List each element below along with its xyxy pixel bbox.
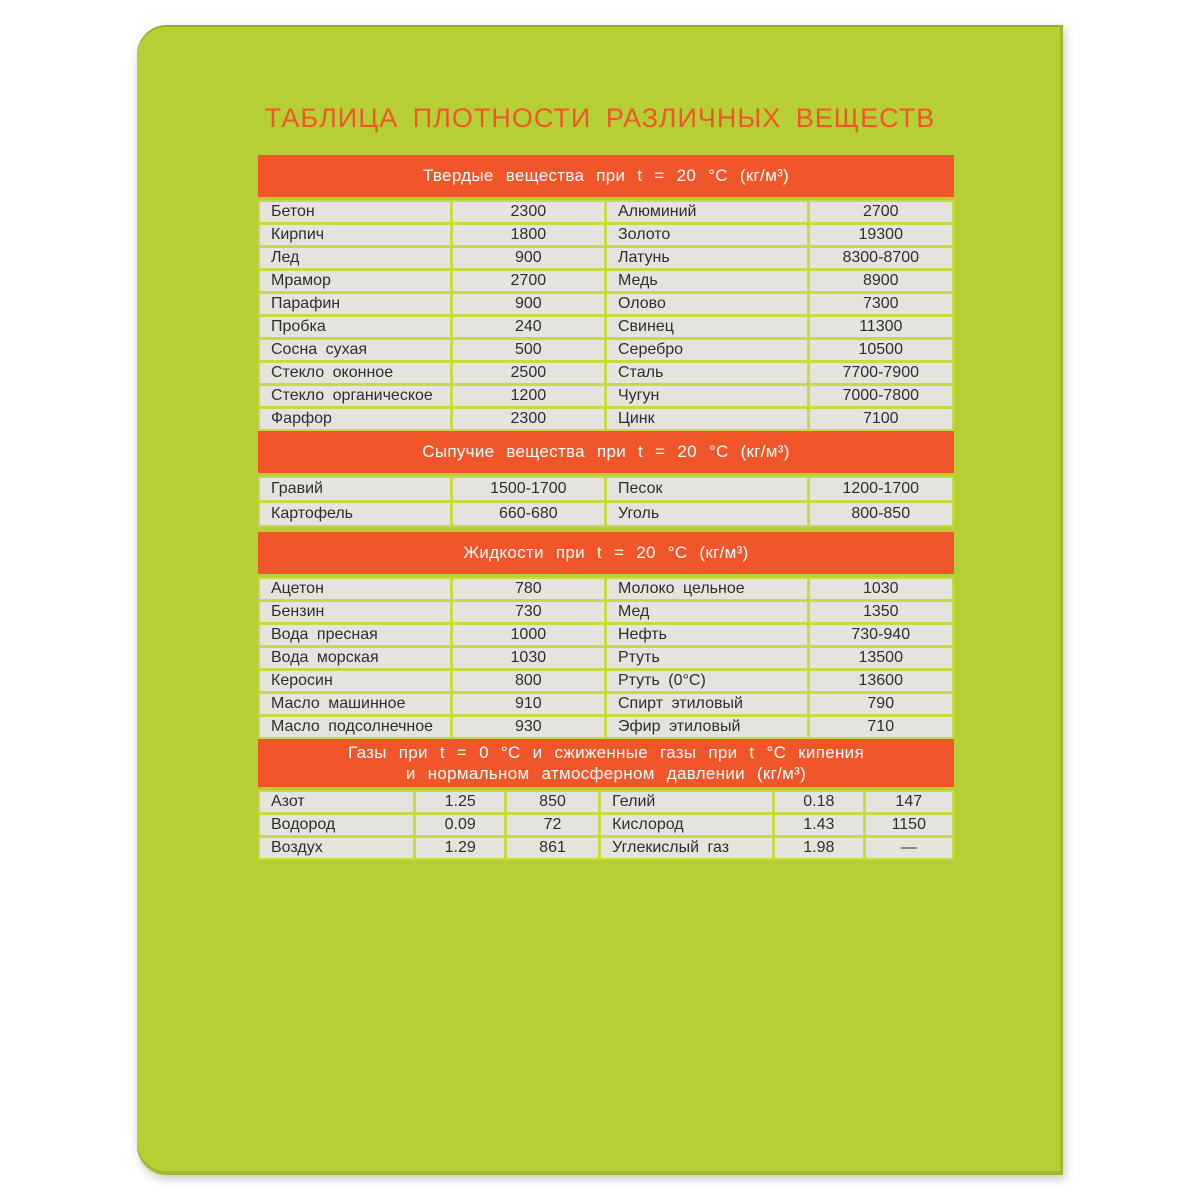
- substance-name-cell: Сосна сухая: [260, 340, 450, 360]
- substance-name-cell: Картофель: [260, 503, 450, 525]
- substance-name-cell: Парафин: [260, 294, 450, 314]
- density-value-cell: 72: [507, 815, 598, 835]
- density-value-cell: 19300: [810, 225, 952, 245]
- density-value-cell: 1150: [866, 815, 952, 835]
- density-value-cell: 790: [810, 694, 952, 714]
- substance-name-cell: Медь: [607, 271, 807, 291]
- substance-name-cell: Спирт этиловый: [607, 694, 807, 714]
- section-header-line: Твердые вещества при t = 20 °C (кг/м³): [422, 166, 789, 185]
- density-value-cell: 800-850: [810, 503, 952, 525]
- section-solids: [258, 155, 954, 431]
- density-value-cell: 1350: [810, 602, 952, 622]
- substance-name-cell: Бетон: [260, 202, 450, 222]
- substance-name-cell: Азот: [260, 792, 413, 812]
- section-header-gases: [258, 739, 954, 787]
- substance-name-cell: Мрамор: [260, 271, 450, 291]
- density-value-cell: 2300: [453, 202, 604, 222]
- section-header-line: Сыпучие вещества при t = 20 °C (кг/м³): [422, 442, 790, 461]
- density-value-cell: 900: [453, 294, 604, 314]
- section-header-line: Жидкости при t = 20 °C (кг/м³): [463, 543, 749, 562]
- density-value-cell: 1.98: [775, 838, 862, 858]
- substance-name-cell: Бензин: [260, 602, 450, 622]
- density-value-cell: 1030: [810, 579, 952, 599]
- density-value-cell: 1200-1700: [810, 478, 952, 500]
- section-grid-gases: [258, 790, 954, 860]
- section-grid-solids: [258, 200, 954, 431]
- density-value-cell: 10500: [810, 340, 952, 360]
- density-value-cell: 910: [453, 694, 604, 714]
- substance-name-cell: Вода пресная: [260, 625, 450, 645]
- substance-name-cell: Углекислый газ: [601, 838, 772, 858]
- section-grid-liquids: [258, 577, 954, 739]
- section-liquids: [258, 532, 954, 739]
- density-value-cell: 0.18: [775, 792, 862, 812]
- density-value-cell: 730-940: [810, 625, 952, 645]
- density-value-cell: 2700: [810, 202, 952, 222]
- section-header-line: Газы при t = 0 °C и сжиженные газы при t °C кипения: [348, 743, 864, 762]
- substance-name-cell: Кирпич: [260, 225, 450, 245]
- substance-name-cell: Водород: [260, 815, 413, 835]
- section-header-line: и нормальном атмосферном давлении (кг/м³): [405, 764, 807, 783]
- density-value-cell: 0.09: [416, 815, 503, 835]
- density-value-cell: 8300-8700: [810, 248, 952, 268]
- substance-name-cell: Чугун: [607, 386, 807, 406]
- density-value-cell: —: [866, 838, 952, 858]
- density-value-cell: 11300: [810, 317, 952, 337]
- density-value-cell: 7100: [810, 409, 952, 429]
- substance-name-cell: Стекло органическое: [260, 386, 450, 406]
- substance-name-cell: Ртуть (0°C): [607, 671, 807, 691]
- substance-name-cell: Латунь: [607, 248, 807, 268]
- density-value-cell: 7000-7800: [810, 386, 952, 406]
- density-value-cell: 2700: [453, 271, 604, 291]
- density-value-cell: 1.25: [416, 792, 503, 812]
- substance-name-cell: Масло машинное: [260, 694, 450, 714]
- substance-name-cell: Вода морская: [260, 648, 450, 668]
- density-value-cell: 8900: [810, 271, 952, 291]
- density-value-cell: 730: [453, 602, 604, 622]
- substance-name-cell: Керосин: [260, 671, 450, 691]
- poster-card: [137, 25, 1063, 1175]
- density-value-cell: 7700-7900: [810, 363, 952, 383]
- substance-name-cell: Молоко цельное: [607, 579, 807, 599]
- density-value-cell: 900: [453, 248, 604, 268]
- substance-name-cell: Кислород: [601, 815, 772, 835]
- density-value-cell: 13500: [810, 648, 952, 668]
- substance-name-cell: Алюминий: [607, 202, 807, 222]
- density-value-cell: 710: [810, 717, 952, 737]
- section-header-bulk: [258, 431, 954, 473]
- page-title: ТАБЛИЦА ПЛОТНОСТИ РАЗЛИЧНЫХ ВЕЩЕСТВ: [264, 103, 936, 133]
- substance-name-cell: Песок: [607, 478, 807, 500]
- density-value-cell: 7300: [810, 294, 952, 314]
- density-value-cell: 1030: [453, 648, 604, 668]
- density-value-cell: 1500-1700: [453, 478, 604, 500]
- substance-name-cell: Пробка: [260, 317, 450, 337]
- substance-name-cell: Масло подсолнечное: [260, 717, 450, 737]
- density-value-cell: 500: [453, 340, 604, 360]
- substance-name-cell: Сталь: [607, 363, 807, 383]
- density-value-cell: 1.43: [775, 815, 862, 835]
- substance-name-cell: Олово: [607, 294, 807, 314]
- density-value-cell: 147: [866, 792, 952, 812]
- section-gases: [258, 739, 954, 860]
- substance-name-cell: Нефть: [607, 625, 807, 645]
- section-header-solids: [258, 155, 954, 197]
- density-value-cell: 2500: [453, 363, 604, 383]
- section-grid-bulk: [258, 476, 954, 527]
- section-bulk: [258, 431, 954, 527]
- density-value-cell: 1800: [453, 225, 604, 245]
- section-header-liquids: [258, 532, 954, 574]
- density-value-cell: 2300: [453, 409, 604, 429]
- density-value-cell: 240: [453, 317, 604, 337]
- substance-name-cell: Серебро: [607, 340, 807, 360]
- density-value-cell: 800: [453, 671, 604, 691]
- substance-name-cell: Лед: [260, 248, 450, 268]
- density-value-cell: 1000: [453, 625, 604, 645]
- density-tables: [258, 155, 954, 860]
- substance-name-cell: Гелий: [601, 792, 772, 812]
- substance-name-cell: Фарфор: [260, 409, 450, 429]
- substance-name-cell: Мед: [607, 602, 807, 622]
- density-value-cell: 13600: [810, 671, 952, 691]
- substance-name-cell: Эфир этиловый: [607, 717, 807, 737]
- substance-name-cell: Ртуть: [607, 648, 807, 668]
- density-value-cell: 660-680: [453, 503, 604, 525]
- substance-name-cell: Гравий: [260, 478, 450, 500]
- substance-name-cell: Свинец: [607, 317, 807, 337]
- substance-name-cell: Стекло оконное: [260, 363, 450, 383]
- substance-name-cell: Цинк: [607, 409, 807, 429]
- substance-name-cell: Уголь: [607, 503, 807, 525]
- density-value-cell: 1200: [453, 386, 604, 406]
- substance-name-cell: Ацетон: [260, 579, 450, 599]
- density-value-cell: 930: [453, 717, 604, 737]
- substance-name-cell: Золото: [607, 225, 807, 245]
- density-value-cell: 850: [507, 792, 598, 812]
- density-value-cell: 1.29: [416, 838, 503, 858]
- density-value-cell: 861: [507, 838, 598, 858]
- substance-name-cell: Воздух: [260, 838, 413, 858]
- density-value-cell: 780: [453, 579, 604, 599]
